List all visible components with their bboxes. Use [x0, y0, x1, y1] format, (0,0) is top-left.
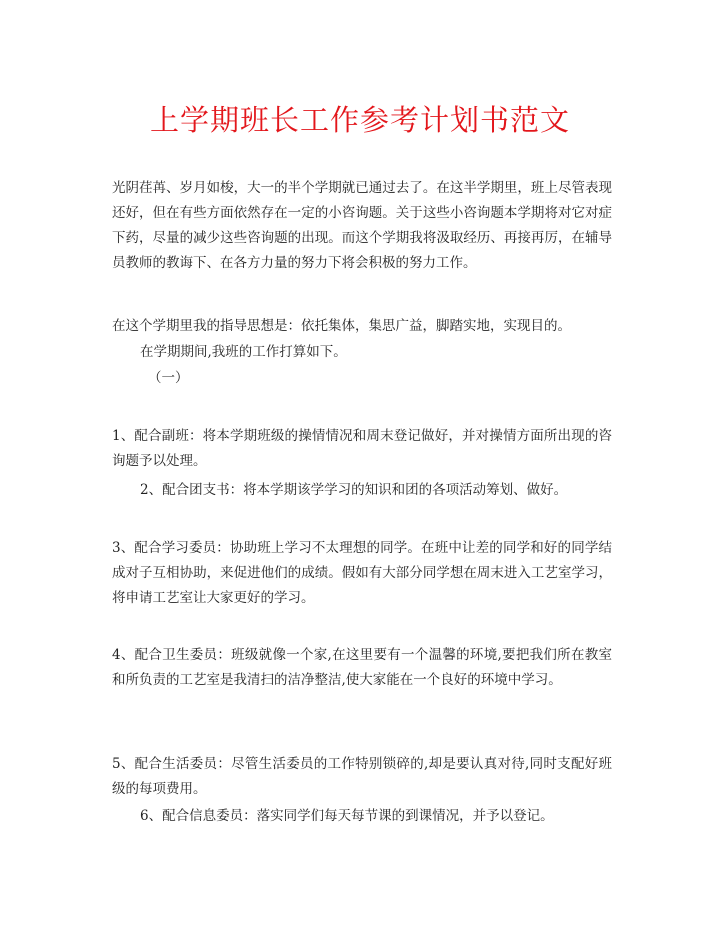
plan-item-6: 6、配合信息委员：落实同学们每天每节课的到课情况，并予以登记。 [140, 808, 554, 824]
plan-item-3: 3、配合学习委员：协助班上学习不太理想的同学。在班中让差的同学和好的同学结成对子互相协助，来促进他们的成绩。假如有大部分同学想在周末进入工艺室学习，将申请工艺室让大家更好的学习。 [112, 540, 612, 606]
guiding-thought: 在这个学期里我的指导思想是：依托集体，集思广益，脚踏实地，实现目的。 [112, 318, 571, 334]
plan-item-1: 1、配合副班：将本学期班级的操情情况和周末登记做好，并对操情方面所出现的咨询题予以处理。 [112, 428, 612, 469]
intro-paragraph: 光阴荏苒、岁月如梭，大一的半个学期就已通过去了。在这半学期里，班上尽管表现还好，但在有些方面依然存在一定的小咨询题。关于这些小咨询题本学期将对它对症下药，尽量的减少这些咨询题的出现。而这个学期我将汲取经历、再接再厉，在辅导员教师的教诲下、在各方力量的努力下将会积极的努力工作。 [112, 180, 612, 271]
plan-item-4: 4、配合卫生委员：班级就像一个家,在这里要有一个温馨的环境,要把我们所在教室和所负责的工艺室是我清扫的洁净整洁,使大家能在一个良好的环境中学习。 [112, 647, 612, 688]
plan-intro: 在学期期间,我班的工作打算如下。 [140, 344, 347, 360]
plan-item-5: 5、配合生活委员：尽管生活委员的工作特别锁碎的,却是要认真对待,同时支配好班级的每项费用。 [112, 756, 612, 797]
section-label: （一） [148, 370, 189, 386]
document-title: 上学期班长工作参考计划书范文 [149, 103, 570, 137]
plan-item-2: 2、配合团支书：将本学期该学学习的知识和团的各项活动筹划、做好。 [140, 482, 568, 498]
